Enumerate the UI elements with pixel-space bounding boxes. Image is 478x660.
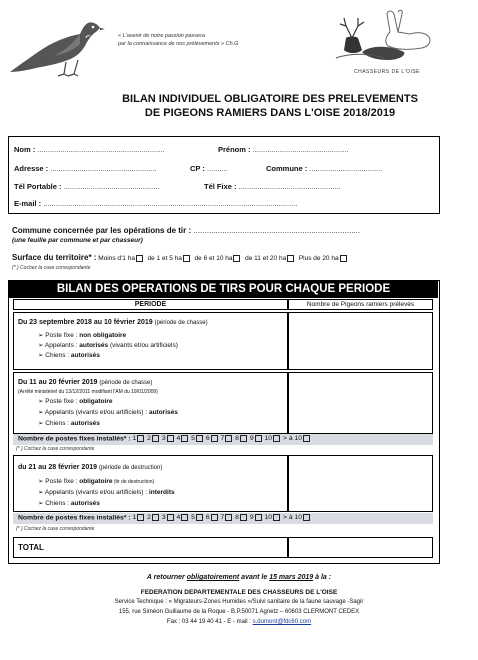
cp-row (190, 164, 228, 173)
postes-1-opt-3[interactable]: 3 (162, 435, 175, 442)
postes-1-opt-1[interactable]: 1 (132, 435, 145, 442)
commune-row (266, 164, 382, 173)
email-row (14, 199, 297, 208)
federation-logo-text: CHASSEURS DE L'OISE (353, 69, 421, 75)
postes-1-opt-9[interactable]: 9 (250, 435, 263, 442)
footer-address: 155, rue Siméon Guillaume de la Roque - B.P.50071 Agnetz – 60603 CLERMONT CEDEX (118, 609, 360, 615)
tel-portable-row (14, 182, 159, 191)
postes-2-opt-10[interactable]: 10 (265, 514, 282, 521)
footer-fax: Fax : 03 44 19 40 41 (166, 619, 222, 625)
tel-fixe-field[interactable]: ................................................. (238, 182, 341, 191)
adresse-field[interactable]: ................................................... (50, 164, 157, 173)
footer-contact: Fax : 03 44 19 40 41 - E - mail : s.dumont@fdc60.com (166, 619, 312, 625)
nom-label: Nom : (14, 145, 36, 154)
header-quote-line1: « L'avenir de notre passion passera (118, 33, 205, 39)
period-3-title: du 21 au 28 février 2019 (période de destruction) (18, 464, 163, 471)
commune-label: Commune : (266, 164, 308, 173)
document-title-line1: BILAN INDIVIDUEL OBLIGATOIRE DES PRELEVEMENTS (122, 93, 418, 105)
nom-field[interactable]: ............................................................. (37, 145, 165, 154)
period-2-bullet-2: ➢ Appelants (vivants et/ou artificiels) : autorisés (38, 409, 178, 416)
prenom-label: Prénom : (218, 145, 251, 154)
surface-option-4[interactable]: de 11 et 20 ha (245, 255, 295, 262)
period-3-count-field[interactable] (288, 455, 433, 512)
total-cell (13, 537, 288, 558)
postes-1-opt-8[interactable]: 8 (235, 435, 248, 442)
commune-concernee-label: Commune concernée par les opérations de tir : (12, 226, 192, 235)
footer-email-link[interactable]: s.dumont@fdc60.com (252, 619, 312, 625)
surface-row: Surface du territoire* : Moins d'1 ha de 1 et 5 ha de 6 et 10 ha de 11 et 20 ha Plus de 20 ha (12, 253, 348, 262)
postes-1-opt-7[interactable]: 7 (221, 435, 234, 442)
adresse-row (14, 164, 157, 173)
footer-org-name: FEDERATION DEPARTEMENTALE DES CHASSEURS DE L'OISE (140, 589, 338, 596)
postes-2-opt-4[interactable]: 4 (176, 514, 189, 521)
postes-selector-1: Nombre de postes fixes installés* : 1 2 3 4 5 6 7 8 9 10 > à 10 (18, 435, 311, 442)
postes-2-opt-8[interactable]: 8 (235, 514, 248, 521)
document-title-line2: DE PIGEONS RAMIERS DANS L'OISE 2018/2019 (144, 107, 396, 119)
total-label: TOTAL (18, 543, 44, 552)
period-2-subnote: (Arrêté ministériel du 13/12/2011 modifiant l'AM du 19/01/2009) (18, 389, 158, 395)
period-3-bullet-1: ➢ Poste fixe : obligatoire (tir de destruction) (38, 478, 155, 485)
return-instruction: A retourner obligatoirement avant le 15 mars 2019 à la : (146, 574, 332, 581)
adresse-label: Adresse : (14, 164, 49, 173)
postes-selector-2: Nombre de postes fixes installés* : 1 2 3 4 5 6 7 8 9 10 > à 10 (18, 514, 311, 521)
postes-1-opt-2[interactable]: 2 (147, 435, 160, 442)
postes-2-opt-2[interactable]: 2 (147, 514, 160, 521)
postes-2-opt-7[interactable]: 7 (221, 514, 234, 521)
surface-option-3[interactable]: de 6 et 10 ha (195, 255, 242, 262)
period-1-bullet-2: ➢ Appelants : autorisés (vivants et/ou artificiels) (38, 342, 178, 349)
commune-field[interactable]: ................................... (309, 164, 383, 173)
period-1-bullet-1: ➢ Poste fixe : non obligatoire (38, 332, 127, 339)
postes-2-opt-3[interactable]: 3 (162, 514, 175, 521)
postes-note-1: (* ) Cochez la case correspondante (16, 446, 95, 452)
period-3-bullet-3: ➢ Chiens : autorisés (38, 500, 100, 507)
cp-field[interactable]: .......... (206, 164, 228, 173)
column-header-count: Nombre de Pigeons ramiers prélevés (288, 299, 433, 310)
period-3-bullet-2: ➢ Appelants (vivants et/ou artificiels) : interdits (38, 489, 175, 496)
postes-2-opt-5[interactable]: 5 (191, 514, 204, 521)
postes-note-2: (* ) Cochez la case correspondante (16, 526, 95, 532)
surface-note: (* ) Cochez la case correspondante (12, 265, 91, 271)
postes-1-opt-more[interactable]: > à 10 (283, 435, 311, 442)
column-header-periode: PERIODE (13, 299, 288, 310)
commune-concernee-note: (une feuille par commune et par chasseur) (12, 237, 143, 244)
period-1-count-field[interactable] (288, 312, 433, 370)
postes-1-opt-6[interactable]: 6 (206, 435, 219, 442)
surface-label: Surface du territoire* (12, 253, 92, 262)
postes-2-opt-6[interactable]: 6 (206, 514, 219, 521)
period-1-bullet-3: ➢ Chiens : autorisés (38, 352, 100, 359)
nom-row (14, 145, 164, 154)
commune-concernee-field[interactable]: ........................................................................... (193, 226, 361, 235)
header-quote-line2: par la connaissance de nos prélèvements » Ch.G (118, 41, 239, 47)
tel-portable-field[interactable]: .............................................. (63, 182, 160, 191)
bilan-banner: BILAN DES OPERATIONS DE TIRS POUR CHAQUE PERIODE (9, 281, 438, 298)
surface-option-2[interactable]: de 1 et 5 ha (148, 255, 191, 262)
period-2-bullet-1: ➢ Poste fixe : obligatoire (38, 398, 113, 405)
postes-2-opt-1[interactable]: 1 (132, 514, 145, 521)
email-label: E-mail : (14, 199, 42, 208)
postes-1-opt-4[interactable]: 4 (176, 435, 189, 442)
postes-2-opt-more[interactable]: > à 10 (283, 514, 311, 521)
postes-1-opt-5[interactable]: 5 (191, 435, 204, 442)
period-2-title: Du 11 au 20 février 2019 (période de chasse) (18, 379, 153, 386)
postes-1-opt-10[interactable]: 10 (265, 435, 282, 442)
footer-service: Service Technique : « Migrateurs-Zones Humides »/Suivi sanitaire de la faune sauvage -Sagir (114, 599, 364, 605)
period-2-bullet-3: ➢ Chiens : autorisés (38, 420, 100, 427)
email-field[interactable]: .......................................................................................................................... (43, 199, 298, 208)
tel-portable-label: Tél Portable : (14, 182, 62, 191)
prenom-row (218, 145, 348, 154)
cp-label: CP : (190, 164, 205, 173)
period-2-count-field[interactable] (288, 372, 433, 434)
postes-2-opt-9[interactable]: 9 (250, 514, 263, 521)
tel-fixe-label: Tél Fixe : (204, 182, 237, 191)
period-1-title: Du 23 septembre 2018 au 10 février 2019 (période de chasse) (18, 319, 208, 326)
surface-option-1[interactable]: Moins d'1 ha (98, 255, 144, 262)
total-count-field[interactable] (288, 537, 433, 558)
surface-option-5[interactable]: Plus de 20 ha (299, 255, 348, 262)
tel-fixe-row (204, 182, 341, 191)
prenom-field[interactable]: .............................................. (252, 145, 349, 154)
pigeon-logo-icon (8, 8, 108, 88)
commune-concernee-row (12, 226, 360, 235)
